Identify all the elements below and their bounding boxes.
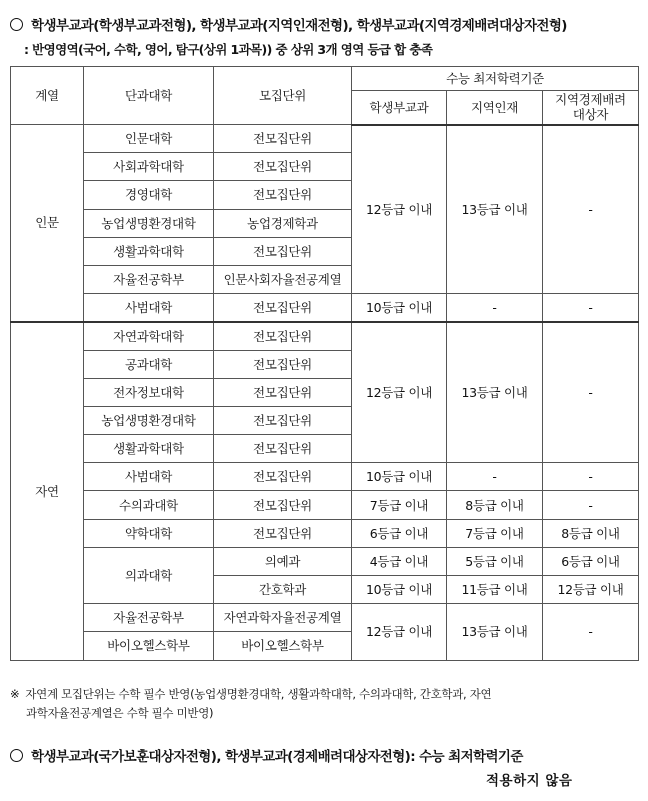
unit-cell: 인문사회자율전공계열 [214, 265, 352, 293]
unit-cell: 전모집단위 [214, 378, 352, 406]
criteria-c-cell: - [543, 125, 639, 294]
section-heading-2-continuation: 적용하지 않음 [486, 773, 573, 789]
college-cell: 사회과학대학 [84, 153, 214, 181]
criteria-b-cell: 8등급 이내 [447, 491, 543, 519]
criteria-b-cell: 7등급 이내 [447, 519, 543, 547]
footnote-line-1: 자연계 모집단위는 수학 필수 반영(농업생명환경대학, 생활과학대학, 수의과대학, 간호학과, 자연 [25, 687, 492, 701]
unit-cell: 전모집단위 [214, 294, 352, 322]
criteria-b-cell: 11등급 이내 [447, 576, 543, 604]
criteria-b-cell: 13등급 이내 [447, 322, 543, 463]
college-cell: 수의과대학 [84, 491, 214, 519]
unit-cell: 자연과학자율전공계열 [214, 604, 352, 632]
unit-cell: 전모집단위 [214, 350, 352, 378]
unit-cell: 의예과 [214, 547, 352, 575]
college-cell: 전자정보대학 [84, 378, 214, 406]
field-science: 자연 [11, 322, 84, 660]
table-row [11, 463, 639, 491]
criteria-table [10, 66, 639, 661]
criteria-c-cell: - [543, 294, 639, 322]
unit-cell: 농업경제학과 [214, 209, 352, 237]
footnote-line-2: 과학자율전공계열은 수학 필수 미반영) [26, 706, 214, 720]
header-col-b: 지역인재 [447, 91, 543, 125]
header-col-c: 지역경제배려 대상자 [543, 91, 639, 125]
criteria-a-cell: 12등급 이내 [352, 322, 447, 463]
criteria-b-cell: 5등급 이내 [447, 547, 543, 575]
reference-mark: ※ [10, 687, 20, 701]
college-cell: 공과대학 [84, 350, 214, 378]
criteria-a-cell: 7등급 이내 [352, 491, 447, 519]
college-cell: 사범대학 [84, 463, 214, 491]
criteria-c-cell: 6등급 이내 [543, 547, 639, 575]
college-cell: 약학대학 [84, 519, 214, 547]
circle-bullet-icon [10, 18, 23, 31]
criteria-c-cell: - [543, 322, 639, 463]
college-cell: 바이오헬스학부 [84, 632, 214, 660]
section-heading-2-text: 학생부교과(국가보훈대상자전형), 학생부교과(경제배려대상자전형): 수능 최저학력기준 [31, 749, 523, 765]
unit-cell: 전모집단위 [214, 181, 352, 209]
unit-cell: 전모집단위 [214, 406, 352, 434]
college-cell: 농업생명환경대학 [84, 209, 214, 237]
college-cell: 인문대학 [84, 125, 214, 153]
header-unit: 모집단위 [214, 67, 352, 125]
college-cell: 생활과학대학 [84, 435, 214, 463]
criteria-b-cell: 13등급 이내 [447, 604, 543, 660]
table-row [11, 491, 639, 519]
criteria-a-cell: 12등급 이내 [352, 604, 447, 660]
unit-cell: 전모집단위 [214, 435, 352, 463]
footnote [10, 685, 640, 723]
header-field: 계열 [11, 67, 84, 125]
criteria-a-cell: 6등급 이내 [352, 519, 447, 547]
unit-cell: 바이오헬스학부 [214, 632, 352, 660]
header-college: 단과대학 [84, 67, 214, 125]
college-cell: 농업생명환경대학 [84, 406, 214, 434]
unit-cell: 전모집단위 [214, 491, 352, 519]
criteria-a-cell: 4등급 이내 [352, 547, 447, 575]
table-row [11, 294, 639, 322]
criteria-a-cell: 10등급 이내 [352, 576, 447, 604]
criteria-a-cell: 12등급 이내 [352, 125, 447, 294]
college-cell: 자연과학대학 [84, 322, 214, 350]
college-cell: 생활과학대학 [84, 237, 214, 265]
header-criteria: 수능 최저학력기준 [352, 67, 639, 91]
college-cell: 경영대학 [84, 181, 214, 209]
college-cell: 사범대학 [84, 294, 214, 322]
field-humanities: 인문 [11, 125, 84, 322]
unit-cell: 전모집단위 [214, 125, 352, 153]
unit-cell: 전모집단위 [214, 153, 352, 181]
criteria-c-cell: 12등급 이내 [543, 576, 639, 604]
unit-cell: 간호학과 [214, 576, 352, 604]
college-cell: 자율전공학부 [84, 265, 214, 293]
criteria-b-cell: - [447, 463, 543, 491]
criteria-b-cell: 13등급 이내 [447, 125, 543, 294]
unit-cell: 전모집단위 [214, 463, 352, 491]
criteria-b-cell: - [447, 294, 543, 322]
criteria-c-cell: - [543, 491, 639, 519]
criteria-c-cell: 8등급 이내 [543, 519, 639, 547]
college-cell: 의과대학 [84, 547, 214, 603]
section-heading-1-text: 학생부교과(학생부교과전형), 학생부교과(지역인재전형), 학생부교과(지역경제배려대상자전형) [31, 18, 567, 34]
criteria-c-cell: - [543, 604, 639, 660]
table-row [11, 519, 639, 547]
criteria-c-cell: - [543, 463, 639, 491]
table-row [11, 322, 639, 350]
circle-bullet-icon [10, 749, 23, 762]
criteria-a-cell: 10등급 이내 [352, 294, 447, 322]
table-row [11, 547, 639, 575]
unit-cell: 전모집단위 [214, 322, 352, 350]
criteria-a-cell: 10등급 이내 [352, 463, 447, 491]
unit-cell: 전모집단위 [214, 519, 352, 547]
table-row [11, 604, 639, 632]
section-heading-1 [10, 14, 640, 34]
unit-cell: 전모집단위 [214, 237, 352, 265]
table-row [11, 125, 639, 153]
header-col-a: 학생부교과 [352, 91, 447, 125]
section-heading-2 [10, 745, 523, 765]
reflection-areas-note: : 반영영역(국어, 수학, 영어, 탐구(상위 1과목)) 중 상위 3개 영역 등급 합 충족 [24, 42, 433, 57]
college-cell: 자율전공학부 [84, 604, 214, 632]
